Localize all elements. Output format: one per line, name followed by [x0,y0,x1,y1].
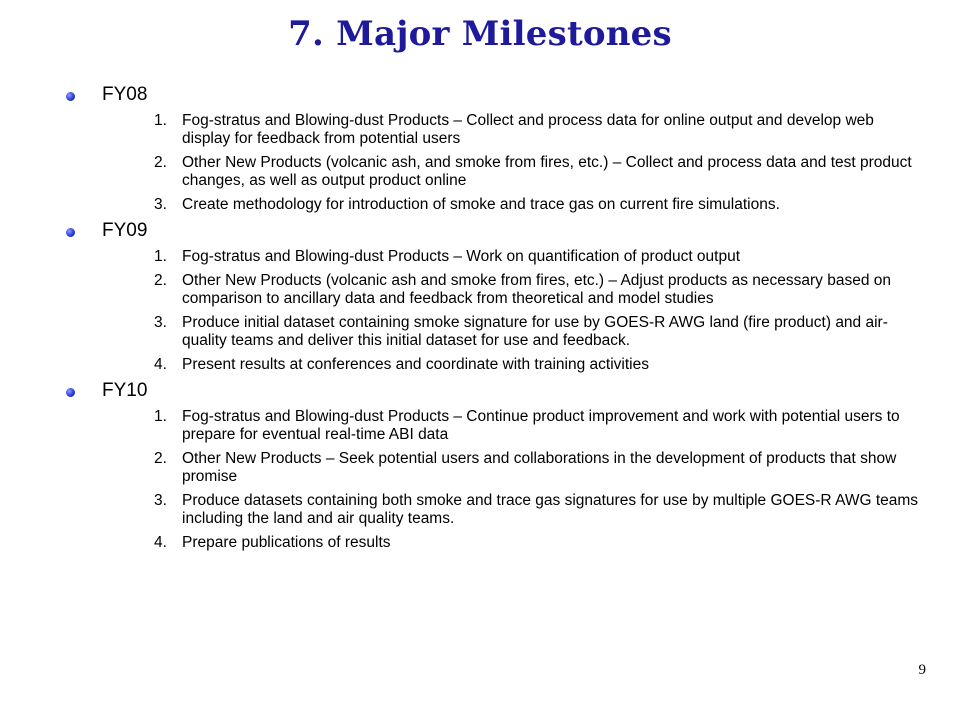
list-item [102,408,924,444]
list-item [102,492,924,528]
item-text: Fog-stratus and Blowing-dust Products – Continue product improvement and work with potential users to prepare for eventual real-time ABI data [182,408,900,443]
item-text: Fog-stratus and Blowing-dust Products – Collect and process data for online output and develop web display for feedback from potential users [182,112,874,147]
item-number: 3. [154,196,167,213]
list-item [102,154,924,190]
item-text: Other New Products – Seek potential users and collaborations in the development of products that show promise [182,450,897,485]
item-number: 1. [154,408,167,425]
item-number: 2. [154,154,167,171]
item-text: Prepare publications of results [182,534,391,551]
page-number: 9 [918,662,926,678]
item-number: 2. [154,450,167,467]
year-label: FY09 [102,220,148,241]
milestone-items [102,112,924,214]
list-item [102,356,924,374]
bullet-icon [66,388,75,397]
bullet-icon [66,92,75,101]
list-item [102,248,924,266]
year-section-fy08 [64,84,924,214]
year-section-fy10 [64,380,924,552]
item-number: 3. [154,492,167,509]
item-text: Other New Products (volcanic ash and smoke from fires, etc.) – Adjust products as necessary based on comparison to ancillary data and feedback from theoretical and model studies [182,272,892,307]
item-text: Fog-stratus and Blowing-dust Products – Work on quantification of product output [182,248,741,265]
list-item [102,112,924,148]
milestone-items [102,248,924,374]
item-number: 1. [154,248,167,265]
item-number: 4. [154,534,167,551]
item-text: Other New Products (volcanic ash, and smoke from fires, etc.) – Collect and process data and test product changes, as well as output product online [182,154,912,189]
list-item [102,534,924,552]
year-label: FY08 [102,84,148,105]
item-text: Produce datasets containing both smoke and trace gas signatures for use by multiple GOES-R AWG teams including the land and air quality teams. [182,492,919,527]
year-section-fy09 [64,220,924,374]
bullet-icon [66,228,75,237]
list-item [102,450,924,486]
milestone-items [102,408,924,552]
list-item [102,196,924,214]
item-number: 3. [154,314,167,331]
milestones-list [64,84,924,558]
item-text: Present results at conferences and coordinate with training activities [182,356,649,373]
list-item [102,272,924,308]
item-number: 4. [154,356,167,373]
list-item [102,314,924,350]
item-number: 1. [154,112,167,129]
item-number: 2. [154,272,167,289]
year-label: FY10 [102,380,148,401]
item-text: Produce initial dataset containing smoke signature for use by GOES-R AWG land (fire product) and air-quality teams and deliver this initial dataset for use and feedback. [182,314,888,349]
item-text: Create methodology for introduction of smoke and trace gas on current fire simulations. [182,196,780,213]
slide-title: 7. Major Milestones [288,14,672,54]
